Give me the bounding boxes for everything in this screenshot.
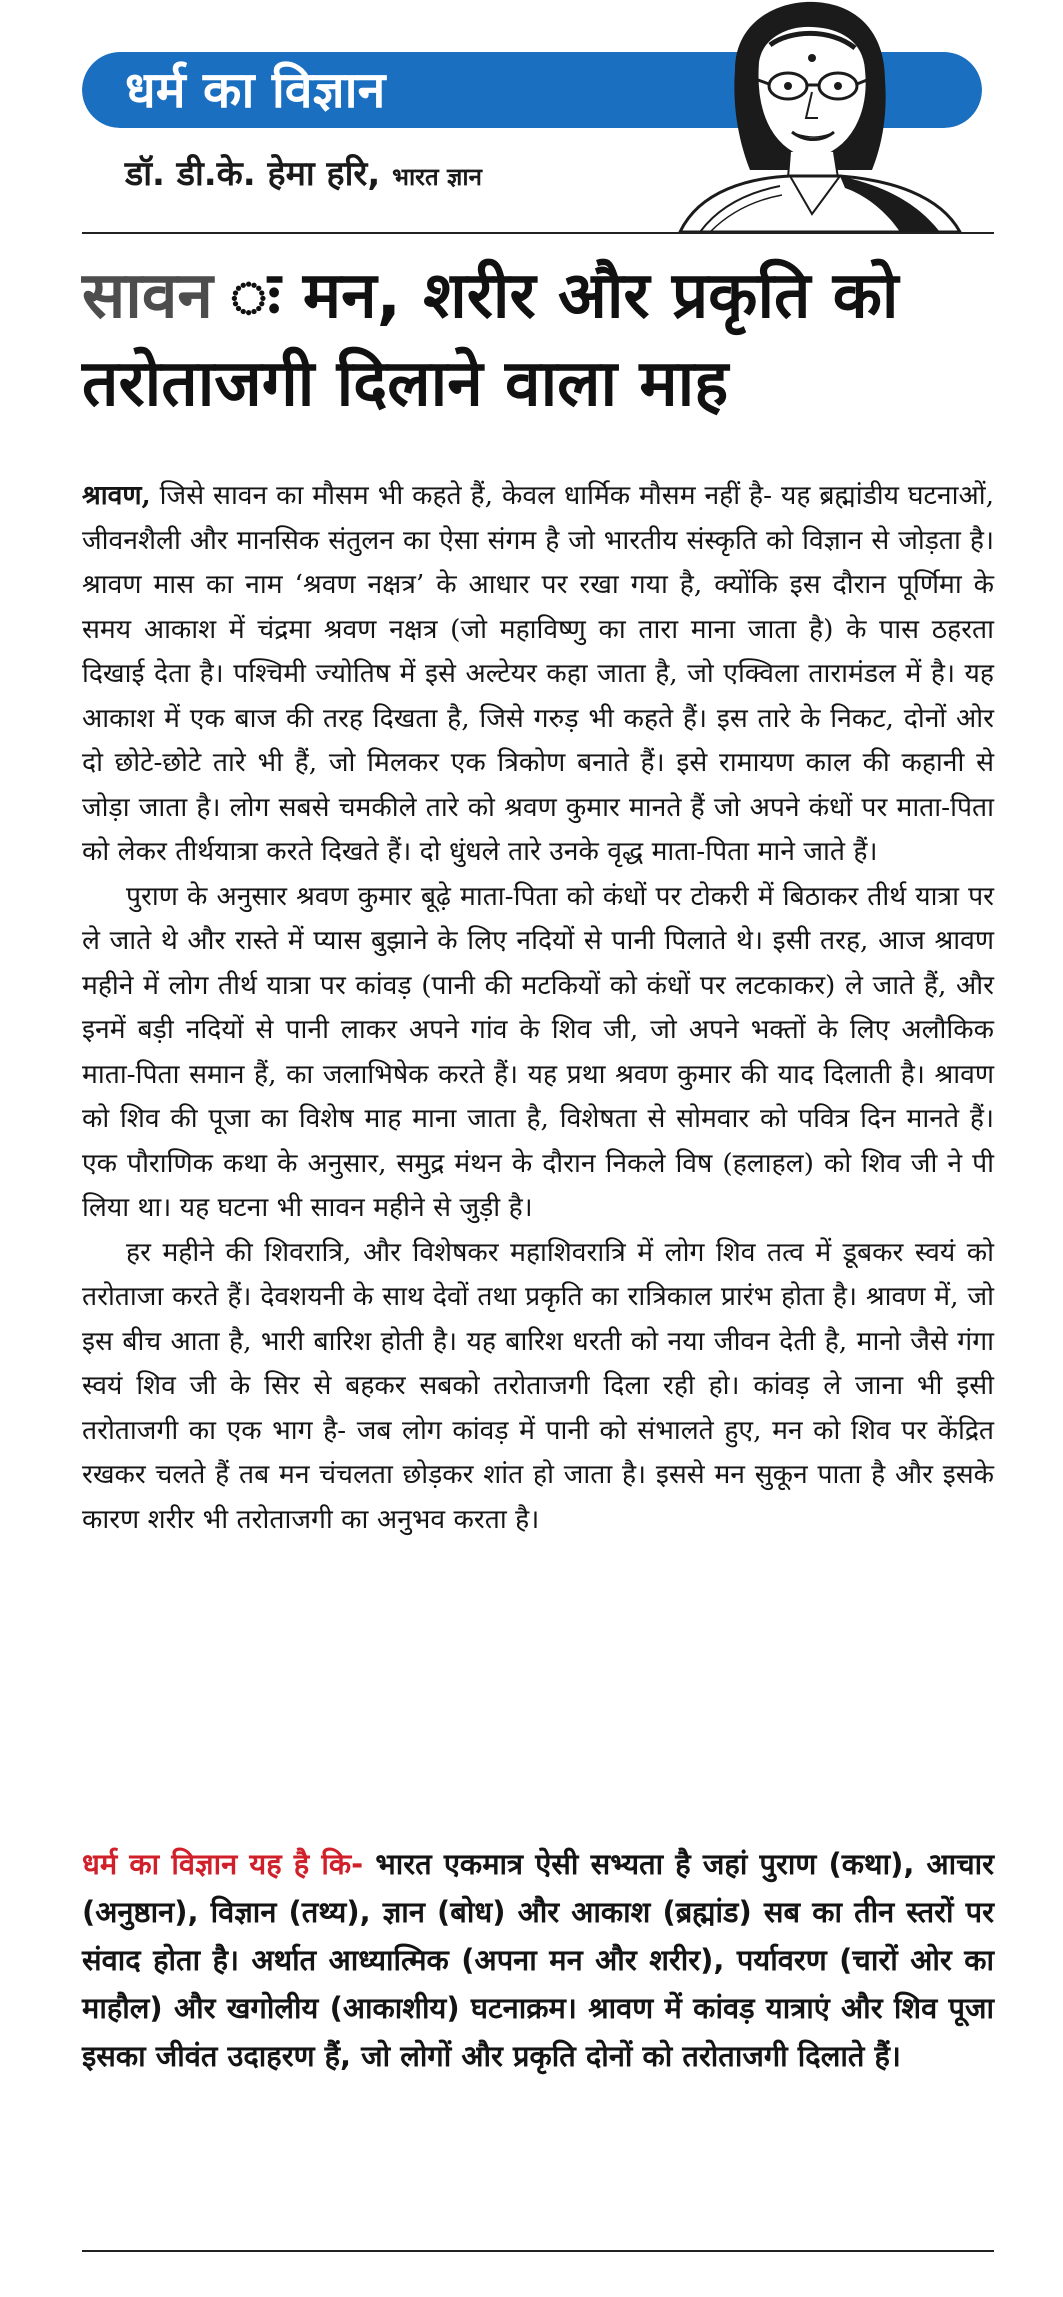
headline-line-2: तरोताजगी दिलाने वाला माह	[82, 347, 729, 421]
footer-divider	[82, 2250, 994, 2252]
headline	[82, 252, 1002, 428]
headline-text-1: मन, शरीर और प्रकृति को	[302, 259, 899, 333]
author-affiliation: भारत ज्ञान	[392, 163, 482, 191]
conclusion-box	[82, 1840, 994, 2080]
headline-line-1	[82, 252, 1002, 340]
article-body	[82, 474, 994, 1542]
column-title: धर्म का विज्ञान	[125, 61, 386, 119]
author-name: डॉ. डी.के. हेमा हरि,	[125, 154, 381, 194]
paragraph-3: हर महीने की शिवरात्रि, और विशेषकर महाशिवरात्रि में लोग शिव तत्व में डूबकर स्वयं को तरोताजा करते हैं। देवशयनी के साथ देवों तथा प्रकृति का रात्रिकाल प्रारंभ होता है। श्रावण में, जो इस बीच आता है, भारी बारिश होती है। यह बारिश धरती को नया जीवन देती है, मानो जैसे गंगा स्वयं शिव जी के सिर से बहकर सबको तरोताजगी दिला रही हो। कांवड़ ले जाना भी इसी तरोताजगी का एक भाग है- जब लोग कांवड़ में पानी को संभालते हुए, मन को शिव पर केंद्रित रखकर चलते हैं तब मन चंचलता छोड़कर शांत हो जाता है। इससे मन सुकून पाता है और इसके कारण शरीर भी तरोताजगी का अनुभव करता है।	[82, 1236, 994, 1535]
column-header	[0, 0, 1063, 235]
conclusion-lead: धर्म का विज्ञान यह है कि-	[82, 1847, 364, 1881]
header-divider	[82, 232, 994, 234]
lead-word: श्रावण,	[82, 480, 151, 511]
author-portrait	[640, 0, 975, 232]
paragraph-1-text: जिसे सावन का मौसम भी कहते हैं, केवल धार्मिक मौसम नहीं है- यह ब्रह्मांडीय घटनाओं, जीवनशैली और मानसिक संतुलन का ऐसा संगम है जो भारतीय संस्कृति को विज्ञान से जोड़ता है। श्रावण मास का नाम ‘श्रवण नक्षत्र’ के आधार पर रखा गया है, क्योंकि इस दौरान पूर्णिमा के समय आकाश में चंद्रमा श्रवण नक्षत्र (जो महाविष्णु का तारा माना जाता है) के पास ठहरता दिखाई देता है। पश्चिमी ज्योतिष में इसे अल्टेयर कहा जाता है, जो एक्विला तारामंडल में है। यह आकाश में एक बाज की तरह दिखता है, जिसे गरुड़ भी कहते हैं। इस तारे के निकट, दोनों ओर दो छोटे-छोटे तारे भी हैं, जो मिलकर एक त्रिकोण बनाते हैं। इसे रामायण काल की कहानी से जोड़ा जाता है। लोग सबसे चमकीले तारे को श्रवण कुमार मानते हैं जो अपने कंधों पर माता-पिता को लेकर तीर्थयात्रा करते दिखते हैं। दो धुंधले तारे उनके वृद्ध माता-पिता माने जाते हैं।	[82, 480, 994, 867]
paragraph-1	[82, 474, 994, 875]
byline	[125, 152, 482, 199]
conclusion-text: भारत एकमात्र ऐसी सभ्यता है जहां पुराण (कथा), आचार (अनुष्ठान), विज्ञान (तथ्य), ज्ञान (बोध) और आकाश (ब्रह्मांड) सब का तीन स्तरों पर संवाद होता है। अर्थात आध्यात्मिक (अपना मन और शरीर), पर्यावरण (चारों ओर का माहौल) और खगोलीय (आकाशीय) घटनाक्रम। श्रावण में कांवड़ यात्राएं और शिव पूजा इसका जीवंत उदाहरण हैं, जो लोगों और प्रकृति दोनों को तरोताजगी दिलाते हैं।	[82, 1847, 994, 2073]
paragraph-2: पुराण के अनुसार श्रवण कुमार बूढ़े माता-पिता को कंधों पर टोकरी में बिठाकर तीर्थ यात्रा पर ले जाते थे और रास्ते में प्यास बुझाने के लिए नदियों से पानी पिलाते थे। इसी तरह, आज श्रावण महीने में लोग तीर्थ यात्रा पर कांवड़ (पानी की मटकियों को कंधों पर लटकाकर) ले जाते हैं, और इनमें बड़ी नदियों से पानी लाकर अपने गांव के शिव जी, जो अपने भक्तों के लिए अलौकिक माता-पिता समान हैं, का जलाभिषेक करते हैं। यह प्रथा श्रवण कुमार की याद दिलाती है। श्रावण को शिव की पूजा का विशेष माह माना जाता है, विशेषता से सोमवार को पवित्र दिन मानते हैं। एक पौराणिक कथा के अनुसार, समुद्र मंथन के दौरान निकले विष (हलाहल) को शिव जी ने पी लिया था। यह घटना भी सावन महीने से जुड़ी है।	[82, 880, 994, 1223]
headline-kicker: सावन	[82, 259, 213, 333]
